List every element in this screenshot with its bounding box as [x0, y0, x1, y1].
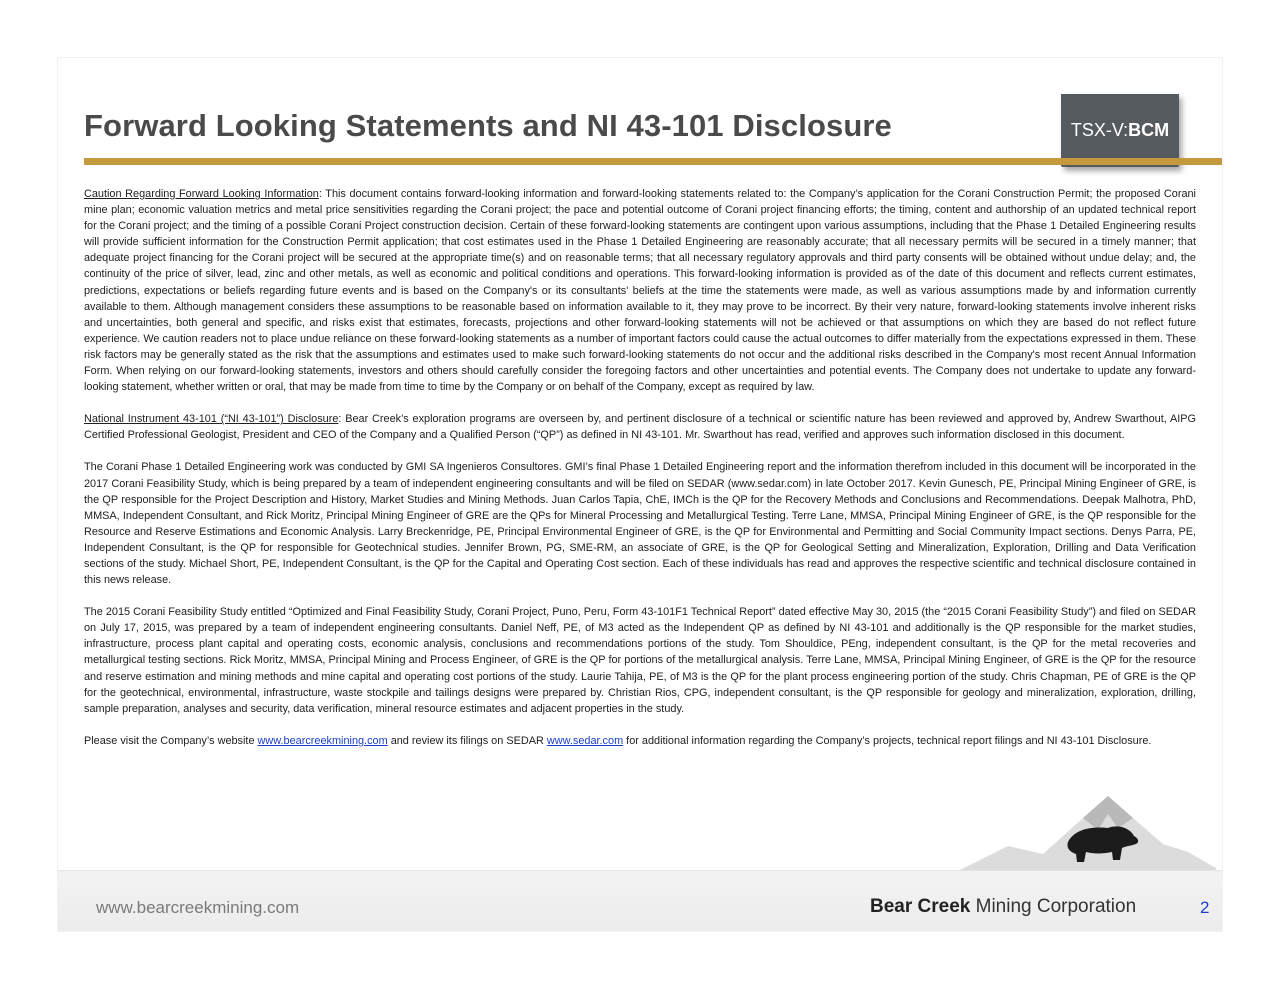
- title-rule: [84, 158, 1222, 165]
- visit-text-1: Please visit the Company’s website: [84, 734, 258, 747]
- footer-url: www.bearcreekmining.com: [96, 898, 300, 917]
- ni43101-heading: National Instrument 43-101 (“NI 43-101”) Disclosure: [84, 413, 339, 426]
- caution-heading: Caution Regarding Forward Looking Information: [84, 188, 319, 200]
- ni43101-body: : Bear Creek’s exploration programs are overseen by, and pertinent disclosure of a technical or scientific nature has been reviewed and approved by, Andrew Swarthout, AIPG Certified Professional Geologist, President and CEO of the Company and a Qualified Person (“QP”) as defined in NI 43-101. Mr. Swarthout has read, verified and approves such information disclosed in this document.: [84, 413, 1196, 442]
- visit-paragraph: [84, 733, 1196, 749]
- visit-text-3: for additional information regarding the Company’s projects, technical report filings and NI 43-101 Disclosure.: [623, 734, 1152, 747]
- visit-text-2: and review its filings on SEDAR: [387, 734, 547, 747]
- disclosure-content: [84, 186, 1196, 765]
- phase1-paragraph: The Corani Phase 1 Detailed Engineering work was conducted by GMI SA Ingenieros Consultores. GMI’s final Phase 1 Detailed Engineering report and the information therefrom included in this document will be incorporated in the 2017 Corani Feasibility Study, which is being prepared by a team of independent engineering consultants and will be filed on SEDAR (www.sedar.com) in late October 2017. Kevin Gunesch, PE, Principal Mining Engineer of GRE, is the QP responsible for the Project Description and History, Market Studies and Mining Methods. Juan Carlos Tapia, ChE, IMCh is the QP for the Recovery Methods and Conclusions and Recommendations. Deepak Malhotra, PhD, MMSA, Independent Consultant, and Rick Moritz, Principal Mining Engineer of GRE are the QPs for Mineral Processing and Metallurgical Testing. Terre Lane, MMSA, Principal Mining Engineer of GRE, is the QP responsible for the Resource and Reserve Estimations and Economic Analysis. Larry Breckenridge, PE, Principal Environmental Engineer of GRE, is the QP for Environmental and Permitting and Social Community Impact sections. Denys Parra, PE, Independent Consultant, is the QP for responsible for Geotechnical studies. Jennifer Brown, PG, SME-RM, an associate of GRE, is the QP for Geological Setting and Mineralization, Exploration, Drilling and Data Verification sections of the study. Michael Short, PE, Independent Consultant, is the QP for the Capital and Operating Cost section. Each of these individuals has read and approves the respective scientific and technical disclosure contained in this news release.: [84, 461, 1196, 587]
- feasibility-paragraph: The 2015 Corani Feasibility Study entitled “Optimized and Final Feasibility Study, Corani Project, Puno, Peru, Form 43-101F1 Technical Report” dated effective May 30, 2015 (the “2015 Corani Feasibility Study”) and filed on SEDAR on July 17, 2015, was prepared by a team of independent engineering consultants. Daniel Neff, PE, of M3 acted as the Independent QP as defined by NI 43-101 and additionally is the QP responsible for the market studies, infrastructure, process plant capital and operating costs, economic analysis, conclusions and recommendations portions of the study. Tom Shouldice, PEng, independent consultant, is the QP for the metal recoveries and metallurgical testing sections. Rick Moritz, MMSA, Principal Mining and Process Engineer, of GRE is the QP for portions of the metallurgical analysis. Terre Lane, MMSA, Principal Mining Engineer, of GRE is the QP for the resource and reserve estimation and mining methods and mine capital and operating cost portions of the study. Laurie Tahija, PE, of M3 is the QP for the plant process engineering portion of the study. Chris Chapman, PE of GRE is the QP for the geotechnical, environmental, infrastructure, waste stockpile and tailings designs were prepared by. Christian Rios, CPG, independent consultant, is the QP responsible for geology and mineralization, exploration, drilling, sample preparation, analyses and security, data verification, mineral resource estimates and adjacent properties in the study.: [84, 606, 1196, 715]
- caution-paragraph: [84, 186, 1196, 395]
- company-name-rest: Mining Corporation: [970, 896, 1137, 917]
- slide: [58, 58, 1222, 931]
- ticker-code: BCM: [1128, 120, 1170, 140]
- ni43101-paragraph: [84, 411, 1196, 443]
- page-title: Forward Looking Statements and NI 43-101 Disclosure: [84, 108, 892, 143]
- sedar-link[interactable]: www.sedar.com: [546, 734, 624, 747]
- website-link[interactable]: www.bearcreekmining.com: [257, 734, 388, 747]
- caution-body: : This document contains forward-looking information and forward-looking statements related to: the Company’s application for the Corani Construction Permit; the proposed Corani mine plan; economic valuation metrics and metal price sensitivities regarding the Corani project; the pace and potential outcome of Corani project financing efforts; the timing, content and authorship of an updated technical report for the Corani project; and the timing of a possible Corani Project construction decision. Certain of these forward-looking statements are contingent upon various assumptions, including that the Phase 1 Detailed Engineering results will provide sufficient information for the Construction Permit application; that cost estimates used in the Phase 1 Detailed Engineering are reasonably accurate; that all necessary permits will be secured in a timely manner; that adequate project financing for the Corani project will be secured at the appropriate time(s) and on reasonable terms; that all necessary regulatory approvals and third party consents will be obtained without undue delay; and, the continuity of the price of silver, lead, zinc and other metals, as well as economic and political conditions and operations. This forward-looking information is provided as of the date of this document and reflects current estimates, predictions, expectations or beliefs regarding future events and is based on the Company's or its consultants' beliefs at the time the statements were made, as well as various assumptions made by and information currently available to them. Although management considers these assumptions to be reasonable based on information available to it, they may prove to be incorrect. By their very nature, forward-looking statements involve inherent risks and uncertainties, both general and specific, and risks exist that estimates, forecasts, projections and other forward-looking statements will not be achieved or that assumptions on which they are based do not reflect future experience. We caution readers not to place undue reliance on these forward-looking statements as a number of important factors could cause the actual outcomes to differ materially from the expectations expressed in them. These risk factors may be generally stated as the risk that the assumptions and estimates used to make such forward-looking statements do not occur and the additional risks described in the Company's most recent Annual Information Form. When relying on our forward-looking statements, investors and others should carefully consider the foregoing factors and other uncertainties and potential events. The Company does not undertake to update any forward-looking statement, whether written or oral, that may be made from time to time by the Company or on behalf of the Company, except as required by law.: [84, 188, 1196, 394]
- company-name-bold: Bear Creek: [870, 896, 971, 917]
- page-number: 2: [1200, 898, 1210, 917]
- footer-company: [870, 896, 1136, 918]
- ticker-badge: [1061, 94, 1179, 167]
- ticker-prefix: TSX-V:: [1070, 120, 1129, 140]
